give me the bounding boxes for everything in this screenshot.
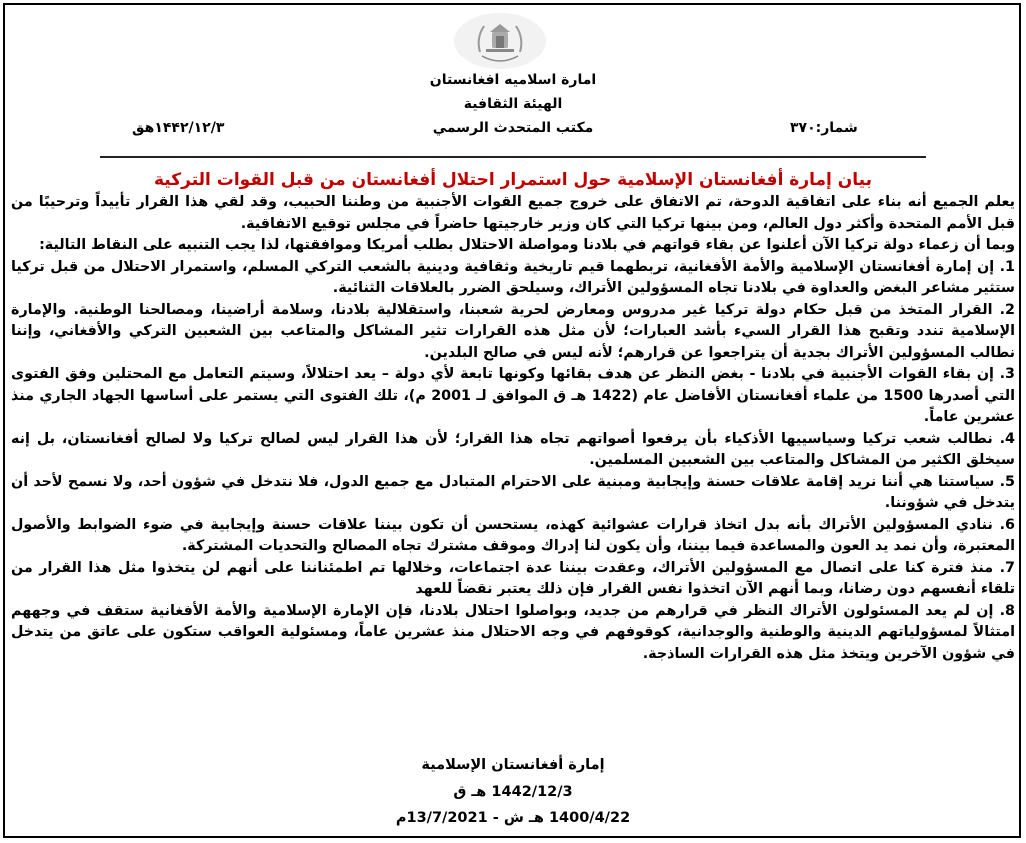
header-dept: الهيئة الثقافية [463, 96, 563, 112]
paragraph-intro: يعلم الجميع أنه بناء على اتفاقية الدوحة، تم الاتفاق على خروج جميع القوات الأجنبية من وطننا الحبيب، وقد لقي هذا القرار تأييداً وترحيبًا من قبل الأمم المتحدة وأكثر دول العالم، ومن بينها تركيا التي كان وزير خارجيتها حاضراً في مجلس توقيع الاتفاقية. [11, 194, 1015, 232]
statement-body [11, 192, 1015, 665]
paragraph-point-4: 4. نطالب شعب تركيا وسياسييها الأذكياء بأن يرفعوا أصواتهم تجاه هذا القرار؛ لأن هذا القرار ليس لصالح تركيا ولا لصالح أفغانستان، بل إنه سيخلق الكثير من المشاكل والمتاعب بين الشعبين المسلمين. [11, 430, 1015, 468]
paragraph-point-3: 3. إن بقاء القوات الأجنبية في بلادنا - بغض النظر عن هدف بقائها وكونها تابعة لأي دولة – يعد احتلالاً، وسيتم التعامل مع المحتلين وفق الفتوى التي أصدرها 1500 من علماء أفغانستان الأفاضل عام (1422 هـ ق الموافق لـ 2001 م)، تلك الفتوى التي يستمر على أساسها الجهاد الجاري منذ عشرين عاماً. [11, 366, 1015, 425]
paragraph-point-2: 2. القرار المتخذ من قبل حكام دولة تركيا غير مدروس ومعارض لحرية شعبنا، واستقلالية بلادنا، وسلامة أراضينا، ومصالحنا الوطنية. والإمارة الإسلامية تندد وتقبح هذا القرار السيء بأشد العبارات؛ لأن مثل هذه القرارات تثير المشاكل والمتاعب بين الشعبين التركي والأفغاني، وإننا نطالب المسؤولين الأتراك بجدية أن يتراجعوا عن قرارهم؛ لأنه ليس في صالح البلدين. [11, 301, 1015, 361]
signature-date-hijri: 1442/12/3 هـ ق [453, 784, 573, 800]
paragraph-point-7: 7. منذ فترة كنا على اتصال مع المسؤولين الأتراك، وعقدت بيننا عدة اجتماعات، وخلالها تم اطمئناننا على أنهم لن يتخذوا مثل هذا القرار من تلقاء أنفسهم دون رضانا، وبما أنهم الآن اتخذوا نفس القرار فإن ذلك يعتبر نقضاً للعهد [11, 559, 1015, 597]
emblem-seal-icon [452, 12, 548, 70]
signature-date-solar: 1400/4/22 هـ ش - 13/7/2021م [395, 810, 631, 826]
document-date: ۱۴۴۲/۱۲/۳هق [132, 120, 225, 136]
header-office: مكتب المتحدث الرسمي [432, 120, 594, 136]
header-org: امارة اسلاميه افغانستان [429, 72, 597, 88]
header-divider [100, 156, 926, 158]
statement-title: بيان إمارة أفغانستان الإسلامية حول استمرار احتلال أفغانستان من قبل القوات التركية [153, 170, 873, 190]
paragraph-lead: وبما أن زعماء دولة تركيا الآن أعلنوا عن بقاء قواتهم في بلادنا ومواصلة الاحتلال بطلب أمريكا وموافقتها، لذا يجب التنبيه على النقاط التالية: [39, 237, 1015, 253]
signature-name: إمارة أفغانستان الإسلامية [421, 757, 605, 773]
paragraph-point-6: 6. ننادي المسؤولين الأتراك بأنه بدل اتخاذ قرارات عشوائية كهذه، يستحسن أن تكون بيننا علاقات حسنة وإيجابية في ضوء الضوابط والأصول المعتبرة، وأن نمد يد العون والمساعدة فيما بيننا، وأن يكون لنا إدراك وموقف مشترك تجاه المصالح والتحديات المشتركة. [11, 516, 1015, 554]
paragraph-point-5: 5. سياستنا هي أننا نريد إقامة علاقات حسنة وإيجابية ومبنية على الاحترام المتبادل مع جميع الدول، فلا نتدخل في شؤون أحد، ولا نسمح لأحد أن يتدخل في شؤوننا. [11, 473, 1015, 511]
paragraph-point-8: 8. إن لم يعد المسئولون الأتراك النظر في قرارهم من جديد، وبواصلوا احتلال بلادنا، فإن الإمارة الإسلامية والأمة الأفغانية ستقف في وجههم امتثالاً لمسؤولياتهم الدينية والوطنية والوجدانية، كوقوفهم في وجه الاحتلال منذ عشرين عاماً، ومسئولية العواقب ستكون على عاتق من يتدخل في شؤون الآخرين ويتخذ مثل هذه القرارات الساذجة. [11, 602, 1015, 662]
paragraph-point-1: 1. إن إمارة أفغانستان الإسلامية والأمة الأفغانية، تربطهما قيم تاريخية وثقافية ودينية بالشعب التركي المسلم، واستمرار الاحتلال من قبل تركيا ستثير مشاعر البغض والعداوة في بلادنا تجاه المسؤولين الأتراك، وسيلحق الضرر بالعلاقات الثنائية. [11, 258, 1015, 296]
document-number: شمار:۳۷۰ [790, 120, 858, 136]
